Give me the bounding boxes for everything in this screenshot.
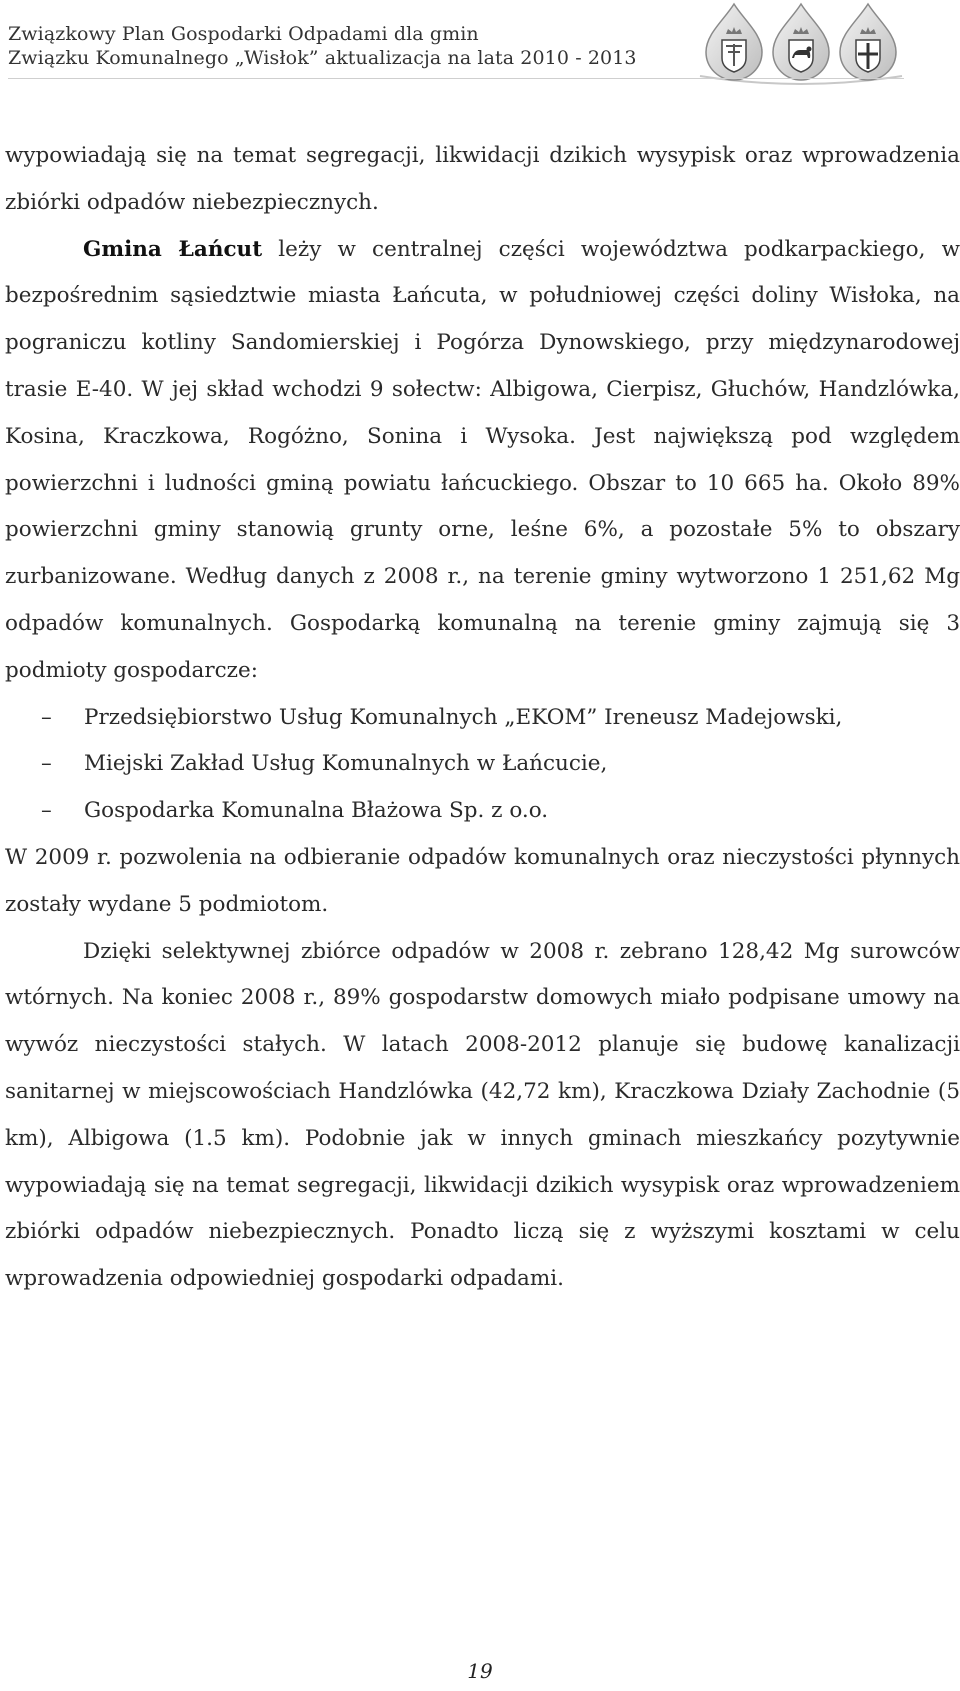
coat-of-arms-cross-icon: [840, 4, 896, 80]
coat-of-arms-bear-icon: [773, 4, 829, 80]
coat-of-arms-shield-icon: [706, 4, 762, 80]
list-item: [5, 741, 960, 788]
document-body: [5, 133, 960, 1303]
paragraph: wypowiadają się na temat segregacji, likwidacji dzikich wysypisk oraz wprowadzenia zbiórki odpadów niebezpiecznych.: [5, 143, 960, 215]
document-title-line-2: Związku Komunalnego „Wisłok” aktualizacja na lata 2010 - 2013: [8, 47, 637, 69]
dash-bullet: –: [41, 751, 52, 777]
list-item-text: Miejski Zakład Usług Komunalnych w Łańcucie,: [84, 751, 608, 777]
paragraph-gmina-lancut: [5, 227, 960, 695]
companies-list: [5, 695, 960, 835]
document-title: [8, 22, 637, 70]
list-item-text: Gospodarka Komunalna Błażowa Sp. z o.o.: [84, 798, 549, 824]
page-header: [0, 0, 960, 96]
header-divider: [8, 78, 904, 79]
dash-bullet: –: [41, 798, 52, 824]
list-item: [5, 695, 960, 742]
municipality-name: Gmina Łańcut: [83, 236, 263, 262]
paragraph-text: leży w centralnej części województwa podkarpackiego, w bezpośrednim sąsiedztwie miasta Łańcuta, w południowej części doliny Wisłoka, na pograniczu kotliny Sandomierskiej i Pogórza Dynowskiego, przy międzynarodowej trasie E-40. W jej skład wchodzi 9 sołectw: Albigowa, Cierpisz, Głuchów, Handzlówka, Kosina, Kraczkowa, Rogóżno, Sonina i Wysoka. Jest największą pod względem powierzchni i ludności gminą powiatu łańcuckiego. Obszar to 10 665 ha. Około 89% powierzchni gminy stanowią grunty orne, leśne 6%, a pozostałe 5% to obszary zurbanizowane. Według danych z 2008 r., na terenie gminy wytworzono 1 251,62 Mg odpadów komunalnych. Gospodarką komunalną na terenie gminy zajmują się 3 podmioty gospodarcze:: [5, 236, 960, 683]
paragraph: W 2009 r. pozwolenia na odbieranie odpadów komunalnych oraz nieczystości płynnych zostały wydane 5 podmiotom.: [5, 844, 960, 917]
page-number: 19: [467, 1659, 493, 1683]
document-title-line-1: Związkowy Plan Gospodarki Odpadami dla gmin: [8, 23, 479, 45]
dash-bullet: –: [41, 704, 52, 730]
emblems: [698, 0, 904, 88]
list-item-text: Przedsiębiorstwo Usług Komunalnych „EKOM” Ireneusz Madejowski,: [84, 704, 843, 730]
list-item: [5, 788, 960, 835]
paragraph: Dzięki selektywnej zbiórce odpadów w 2008 r. zebrano 128,42 Mg surowców wtórnych. Na koniec 2008 r., 89% gospodarstw domowych miało podpisane umowy na wywóz nieczystości stałych. W latach 2008-2012 planuje się budowę kanalizacji sanitarnej w miejscowościach Handzlówka (42,72 km), Kraczkowa Działy Zachodnie (5 km), Albigowa (1.5 km). Podobnie jak w innych gminach mieszkańcy pozytywnie wypowiadają się na temat segregacji, likwidacji dzikich wysypisk oraz wprowadzeniem zbiórki odpadów niebezpiecznych. Ponadto liczą się z wyższymi kosztami w celu wprowadzenia odpowiedniej gospodarki odpadami.: [5, 938, 960, 1292]
